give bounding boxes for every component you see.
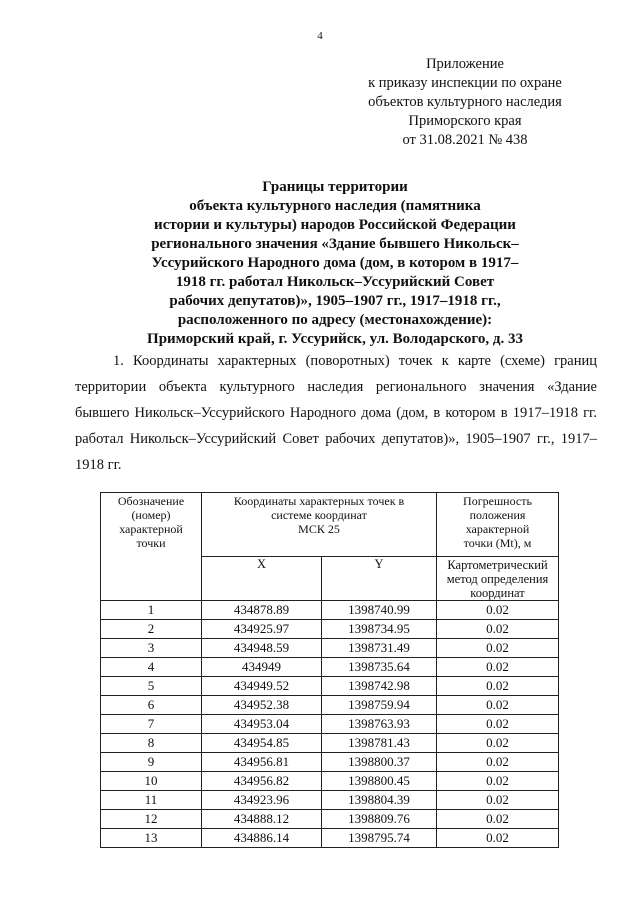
header-coordinates [202, 493, 437, 557]
paragraph-first-line: 1. Координаты характерных (поворотных) точек к карте (схеме) границ [113, 353, 597, 369]
accuracy-cell: 0.02 [437, 772, 559, 791]
header-point-line: характерной [119, 522, 183, 536]
accuracy-cell: 0.02 [437, 658, 559, 677]
body-paragraph [75, 348, 597, 478]
y-coordinate-cell: 1398742.98 [322, 677, 437, 696]
x-coordinate-cell: 434956.81 [202, 753, 322, 772]
accuracy-cell: 0.02 [437, 734, 559, 753]
point-number-cell: 7 [101, 715, 202, 734]
point-number-cell: 9 [101, 753, 202, 772]
y-coordinate-cell: 1398759.94 [322, 696, 437, 715]
y-coordinate-cell: 1398804.39 [322, 791, 437, 810]
title-line: регионального значения «Здание бывшего Никольск– [151, 236, 519, 252]
header-method-line: координат [470, 586, 525, 600]
table-row [101, 620, 559, 639]
point-number-cell: 2 [101, 620, 202, 639]
title-line: объекта культурного наследия (памятника [189, 198, 481, 214]
header-coords-line: МСК 25 [298, 522, 340, 536]
header-point-line: Обозначение [117, 494, 185, 508]
accuracy-cell: 0.02 [437, 715, 559, 734]
accuracy-cell: 0.02 [437, 620, 559, 639]
x-coordinate-cell: 434878.89 [202, 601, 322, 620]
accuracy-cell: 0.02 [437, 601, 559, 620]
y-coordinate-cell: 1398809.76 [322, 810, 437, 829]
accuracy-cell: 0.02 [437, 639, 559, 658]
point-number-cell: 8 [101, 734, 202, 753]
point-number-cell: 6 [101, 696, 202, 715]
table-row [101, 696, 559, 715]
header-x: X [202, 557, 322, 601]
point-number-cell: 10 [101, 772, 202, 791]
paragraph-rest: территории объекта культурного наследия регионального значения «Здание бывшего Никольск–Уссурийского Народного дома (дом, в котором в 1917–1918 гг. работал Никольск–Уссурийский Совет рабочих депутатов)», 1905–1907 гг., 1917–1918 гг. [75, 379, 597, 473]
accuracy-cell: 0.02 [437, 753, 559, 772]
accuracy-cell: 0.02 [437, 810, 559, 829]
title-line: Уссурийского Народного дома (дом, в котором в 1917– [151, 255, 519, 271]
x-coordinate-cell: 434952.38 [202, 696, 322, 715]
y-coordinate-cell: 1398735.64 [322, 658, 437, 677]
table-row [101, 677, 559, 696]
table-row [101, 810, 559, 829]
y-coordinate-cell: 1398795.74 [322, 829, 437, 848]
x-coordinate-cell: 434923.96 [202, 791, 322, 810]
x-coordinate-cell: 434888.12 [202, 810, 322, 829]
accuracy-cell: 0.02 [437, 829, 559, 848]
point-number-cell: 4 [101, 658, 202, 677]
x-coordinate-cell: 434948.59 [202, 639, 322, 658]
y-coordinate-cell: 1398781.43 [322, 734, 437, 753]
header-method-line: метод определения [446, 572, 549, 586]
table-row [101, 639, 559, 658]
point-number-cell: 13 [101, 829, 202, 848]
y-coordinate-cell: 1398731.49 [322, 639, 437, 658]
x-coordinate-cell: 434925.97 [202, 620, 322, 639]
appendix-line: к приказу инспекции по охране [368, 75, 562, 91]
header-coords-line: системе координат [271, 508, 367, 522]
coordinates-table [100, 492, 559, 848]
document-title [75, 178, 595, 349]
header-accuracy-line: положения [469, 508, 526, 522]
appendix-block [350, 55, 580, 150]
table-row [101, 658, 559, 677]
table-row [101, 829, 559, 848]
point-number-cell: 12 [101, 810, 202, 829]
header-point-line: (номер) [131, 508, 171, 522]
x-coordinate-cell: 434954.85 [202, 734, 322, 753]
table-row [101, 753, 559, 772]
appendix-line: Приморского края [408, 113, 522, 129]
accuracy-cell: 0.02 [437, 696, 559, 715]
y-coordinate-cell: 1398740.99 [322, 601, 437, 620]
table-row [101, 601, 559, 620]
y-coordinate-cell: 1398763.93 [322, 715, 437, 734]
title-line: Границы территории [262, 179, 408, 195]
header-accuracy [437, 493, 559, 557]
point-number-cell: 3 [101, 639, 202, 658]
header-method-line: Картометрический [447, 558, 548, 572]
header-accuracy-line: Погрешность [463, 494, 532, 508]
appendix-line: Приложение [426, 56, 504, 72]
header-accuracy-line: точки (Mt), м [463, 536, 532, 550]
header-method [437, 557, 559, 601]
header-point-line: точки [136, 536, 166, 550]
table-row [101, 772, 559, 791]
x-coordinate-cell: 434956.82 [202, 772, 322, 791]
y-coordinate-cell: 1398800.45 [322, 772, 437, 791]
title-line: истории и культуры) народов Российской Федерации [154, 217, 516, 233]
x-coordinate-cell: 434949.52 [202, 677, 322, 696]
x-coordinate-cell: 434949 [202, 658, 322, 677]
table-row [101, 734, 559, 753]
point-number-cell: 5 [101, 677, 202, 696]
accuracy-cell: 0.02 [437, 677, 559, 696]
title-line: Приморский край, г. Уссурийск, ул. Володарского, д. 33 [147, 331, 523, 347]
table-row [101, 715, 559, 734]
header-point [101, 493, 202, 601]
table-row [101, 791, 559, 810]
page-number: 4 [317, 30, 323, 42]
point-number-cell: 1 [101, 601, 202, 620]
appendix-line: объектов культурного наследия [368, 94, 562, 110]
title-line: расположенного по адресу (местонахождение): [177, 312, 493, 328]
appendix-line: от 31.08.2021 № 438 [402, 132, 528, 148]
y-coordinate-cell: 1398734.95 [322, 620, 437, 639]
x-coordinate-cell: 434886.14 [202, 829, 322, 848]
point-number-cell: 11 [101, 791, 202, 810]
header-accuracy-line: характерной [465, 522, 530, 536]
header-coords-line: Координаты характерных точек в [233, 494, 405, 508]
x-coordinate-cell: 434953.04 [202, 715, 322, 734]
title-line: рабочих депутатов)», 1905–1907 гг., 1917–1918 гг., [169, 293, 501, 309]
accuracy-cell: 0.02 [437, 791, 559, 810]
title-line: 1918 гг. работал Никольск–Уссурийский Совет [175, 274, 495, 290]
header-y: Y [322, 557, 437, 601]
y-coordinate-cell: 1398800.37 [322, 753, 437, 772]
